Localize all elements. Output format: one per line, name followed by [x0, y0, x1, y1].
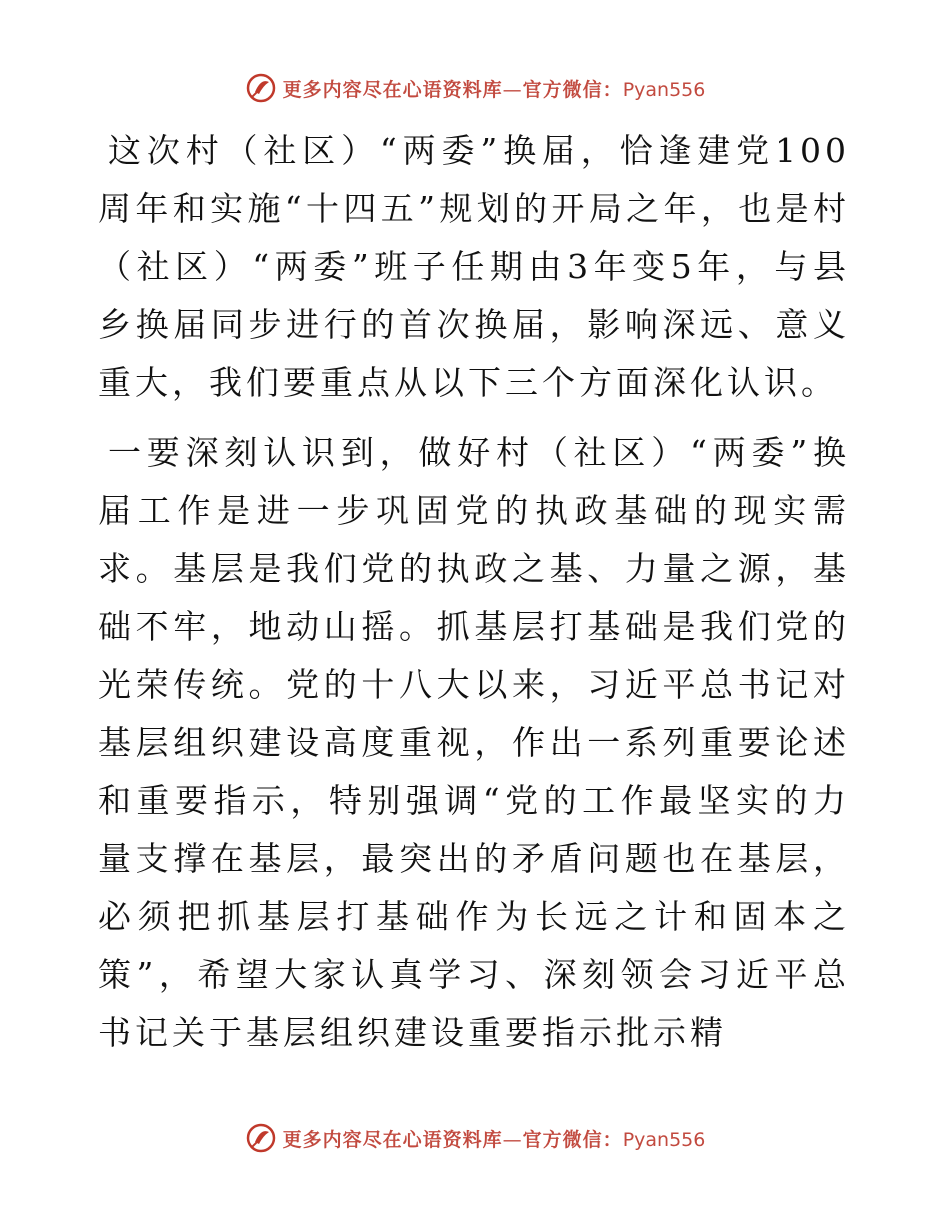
header-watermark — [0, 72, 950, 104]
watermark-handle: Pyan556 — [622, 78, 706, 101]
watermark-separator: — — [502, 78, 523, 101]
watermark-text — [283, 1125, 706, 1152]
document-body — [98, 122, 850, 1074]
watermark-label: 官方微信： — [522, 1128, 623, 1151]
paragraph-2: 一要深刻认识到，做好村（社区）“两委”换届工作是进一步巩固党的执政基础的现实需求。基层是我们党的执政之基、力量之源，基础不牢，地动山摇。抓基层打基础是我们党的光荣传统。党的十八大以来，习近平总书记对基层组织建设高度重视，作出一系列重要论述和重要指示，特别强调“党的工作最坚实的力量支撑在基层，最突出的矛盾问题也在基层，必须把抓基层打基础作为长远之计和固本之策”，希望大家认真学习、深刻领会习近平总书记关于基层组织建设重要指示批示精 — [98, 433, 850, 1052]
footer-watermark — [0, 1122, 950, 1154]
watermark-main: 更多内容尽在心语资料库 — [282, 1128, 503, 1151]
watermark-label: 官方微信： — [522, 78, 623, 101]
paragraph-1: 这次村（社区）“两委”换届，恰逢建党100周年和实施“十四五”规划的开局之年，也是村（社区）“两委”班子任期由3年变5年，与县乡换届同步进行的首次换届，影响深远、意义重大，我们要重点从以下三个方面深化认识。 — [98, 131, 850, 402]
watermark-text — [283, 75, 706, 102]
brand-logo-icon — [245, 1122, 277, 1154]
watermark-main: 更多内容尽在心语资料库 — [282, 78, 503, 101]
brand-logo-icon — [245, 72, 277, 104]
watermark-separator: — — [502, 1128, 523, 1151]
watermark-handle: Pyan556 — [622, 1128, 706, 1151]
